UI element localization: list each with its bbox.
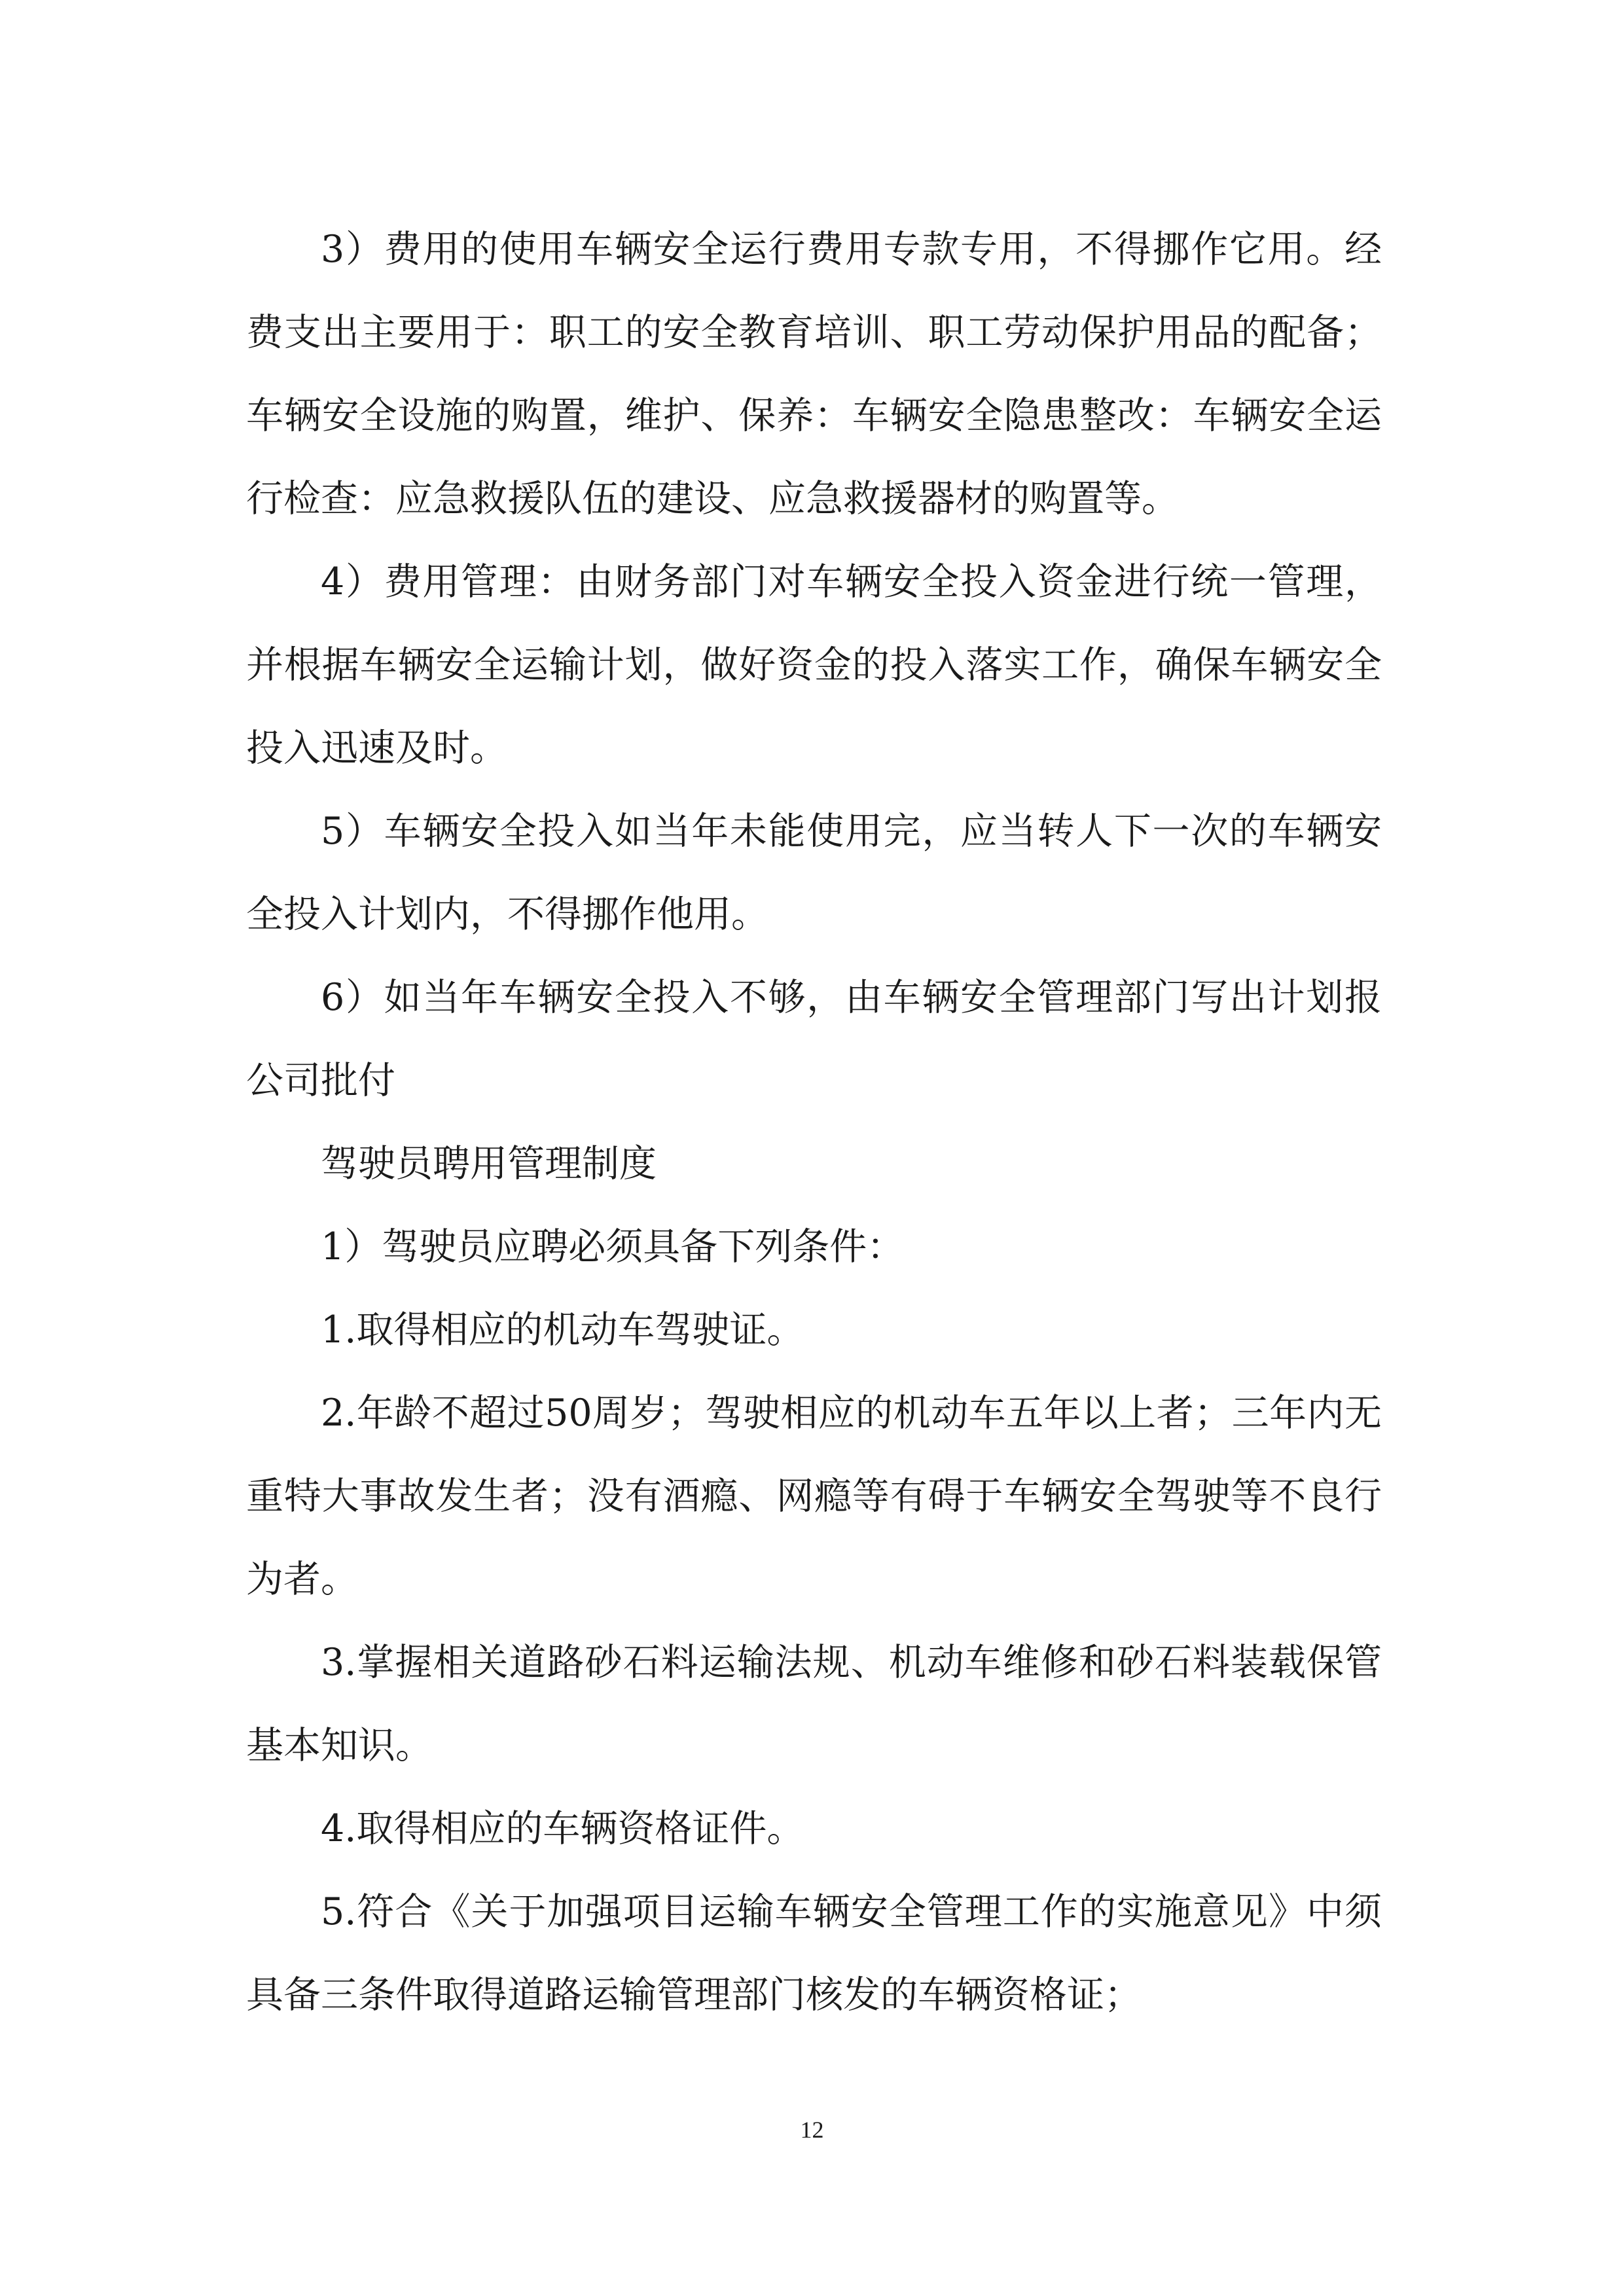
list-item-age-experience: 2.年龄不超过50周岁；驾驶相应的机动车五年以上者；三年内无重特大事故发生者；没有酒瘾、网瘾等有碍于车辆安全驾驶等不良行为者。 xyxy=(246,1391,1382,1601)
paragraph-unused-investment: 5）车辆安全投入如当年未能使用完，应当转人下一次的车辆安全投入计划内，不得挪作他用。 xyxy=(246,810,1382,936)
paragraph-insufficient-investment: 6）如当年车辆安全投入不够，由车辆安全管理部门写出计划报公司批付 xyxy=(246,976,1382,1102)
list-item-qualification: 4.取得相应的车辆资格证件。 xyxy=(321,1807,804,1850)
list-item-compliance: 5.符合《关于加强项目运输车辆安全管理工作的实施意见》中须具备三条件取得道路运输管理部门核发的车辆资格证； xyxy=(246,1890,1382,2017)
section-title-driver-hiring: 驾驶员聘用管理制度 xyxy=(321,1142,657,1185)
list-item-license: 1.取得相应的机动车驾驶证。 xyxy=(321,1308,804,1352)
paragraph-expense-management: 4）费用管理：由财务部门对车辆安全投入资金进行统一管理，并根据车辆安全运输计划，做好资金的投入落实工作，确保车辆安全投入迅速及时。 xyxy=(246,560,1382,770)
list-item-knowledge: 3.掌握相关道路砂石料运输法规、机动车维修和砂石料装载保管基本知识。 xyxy=(246,1641,1382,1767)
body-text xyxy=(246,208,1382,2037)
paragraph-expense-usage: 3）费用的使用车辆安全运行费用专款专用，不得挪作它用。经费支出主要用于：职工的安全教育培训、职工劳动保护用品的配备；车辆安全设施的购置，维护、保养：车辆安全隐患整改：车辆安全运行检查：应急救援队伍的建设、应急救援器材的购置等。 xyxy=(246,228,1382,520)
paragraph-hiring-conditions: 1）驾驶员应聘必须具备下列条件： xyxy=(321,1225,905,1268)
page-number: 12 xyxy=(800,2117,824,2143)
